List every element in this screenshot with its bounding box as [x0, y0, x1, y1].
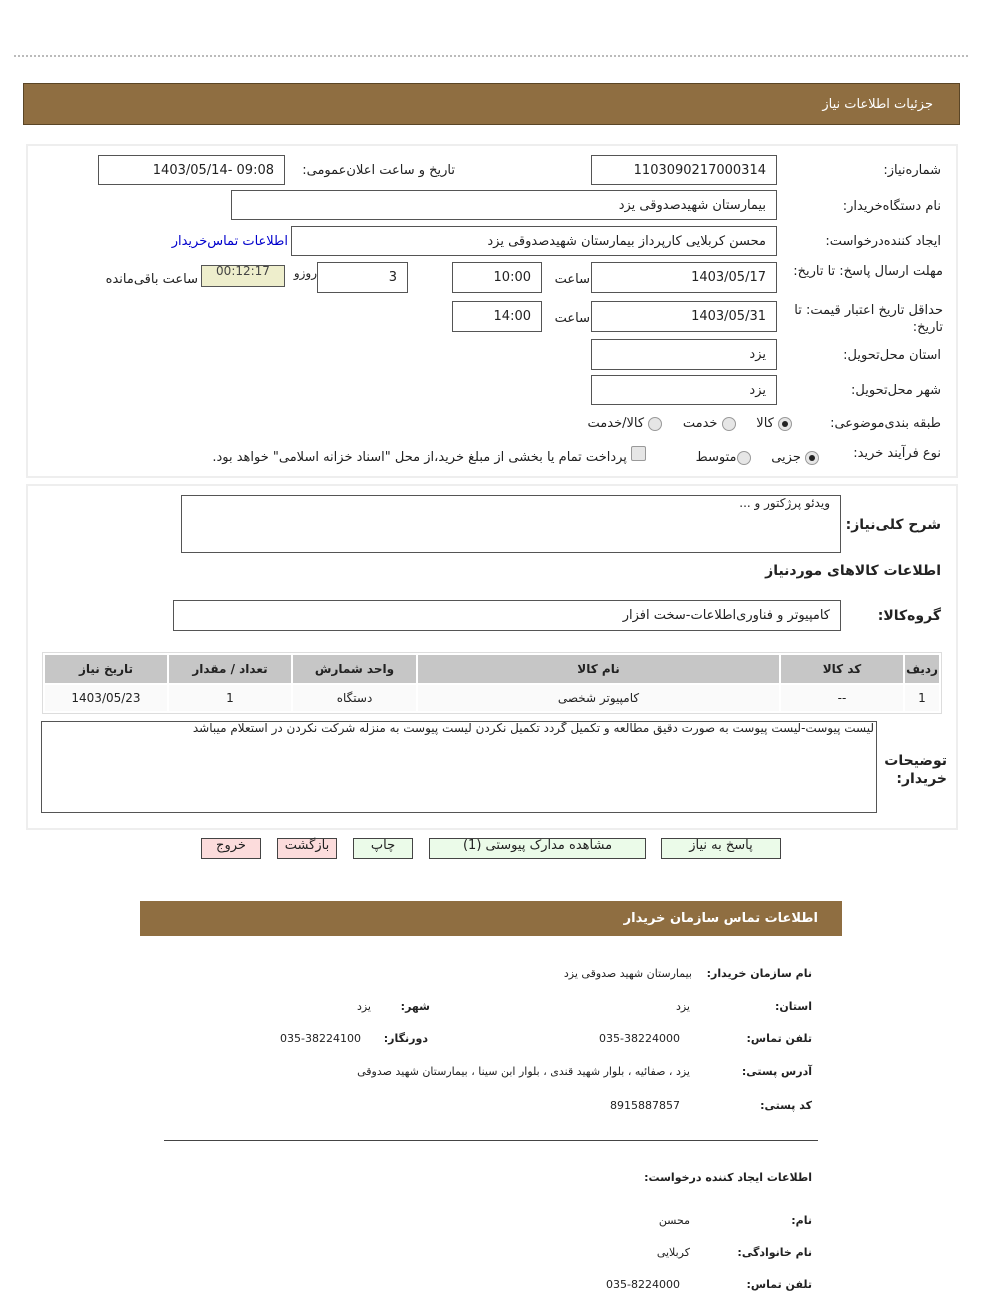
announce-label: تاریخ و ساعت اعلان‌عمومی: [302, 163, 455, 178]
radio-goods[interactable] [778, 417, 792, 431]
col-name: نام کالا [418, 655, 779, 683]
print-button[interactable]: چاپ [353, 838, 413, 859]
col-unit: واحد شمارش [293, 655, 416, 683]
creator-label: ایجاد کننده‌درخواست: [825, 234, 941, 249]
category-label: طبقه بندی‌موضوعی: [830, 416, 941, 431]
postal-label: کد پستی: [760, 1099, 812, 1112]
col-row: ردیف [905, 655, 939, 683]
goods-section-title: اطلاعات کالاهای مورد‌نیاز [765, 563, 941, 579]
deadline-time-label: ساعت [554, 272, 590, 287]
validity-date-field: 1403/05/31 [591, 301, 777, 332]
radio-service[interactable] [722, 417, 736, 431]
col-date: تاریخ نیاز [45, 655, 167, 683]
buyer-field: بیمارستان شهیدصدوقی یزد [231, 190, 777, 220]
buyer-label: نام دستگاه‌خریدار: [842, 199, 941, 214]
family-label: نام خانوادگی: [737, 1246, 812, 1259]
validity-time-label: ساعت [554, 311, 590, 326]
need-number-label: شماره‌نیاز: [883, 163, 941, 178]
deadline-time-field: 10:00 [452, 262, 542, 293]
fax-label: دورنگار: [383, 1032, 428, 1045]
creator-phone-label: تلفن تماس: [746, 1278, 812, 1291]
exit-button[interactable]: خروج [201, 838, 261, 859]
org-value: بیمارستان شهید صدوقی یزد [563, 967, 692, 980]
cell-code: -- [781, 685, 903, 711]
phone-value: 035-38224000 [599, 1032, 680, 1045]
province-contact-value: یزد [675, 1000, 690, 1013]
view-attachments-button[interactable]: مشاهده مدارک پیوستی (1) [429, 838, 646, 859]
remaining-label: ساعت باقی‌مانده [105, 272, 198, 287]
need-number-field: 1103090217000314 [591, 155, 777, 185]
contact-divider [164, 1140, 818, 1141]
deadline-date-field: 1403/05/17 [591, 262, 777, 293]
city-label: شهر محل‌تحویل: [851, 383, 941, 398]
address-value: یزد ، صفائیه ، بلوار شهید قندی ، بلوار ابن سینا ، بیمارستان شهید صدوقی [357, 1065, 690, 1078]
goods-table [42, 652, 942, 714]
validity-label: حداقل تاریخ اعتبار قیمت: تا تاریخ: [794, 303, 943, 335]
radio-minor-label: جزیی [771, 450, 801, 465]
treasury-note: پرداخت تمام یا بخشی از مبلغ خرید،از محل "اسناد خزانه اسلامی" خواهد بود. [212, 450, 627, 465]
province-field: یزد [591, 339, 777, 370]
radio-minor[interactable] [805, 451, 819, 465]
buyer-notes-field[interactable]: لیست پیوست-لیست پیوست به صورت دقیق مطالعه و تکمیل گردد تکمیل نکردن لیست پیوست به منزله شرکت نکردن در استعلام میباشد [41, 721, 877, 813]
phone-label: تلفن تماس: [746, 1032, 812, 1045]
goods-group-field: کامپیوتر و فناوری‌اطلاعات-سخت افزار [173, 600, 841, 631]
cell-date: 1403/05/23 [45, 685, 167, 711]
cell-unit: دستگاه [293, 685, 416, 711]
remaining-timer: 00:12:17 [201, 265, 285, 287]
cell-row: 1 [905, 685, 939, 711]
radio-goods-service[interactable] [648, 417, 662, 431]
divider [14, 55, 968, 57]
table-row [45, 685, 939, 711]
col-code: کد کالا [781, 655, 903, 683]
org-label: نام سازمان خریدار: [706, 967, 812, 980]
creator-section-title: اطلاعات ایجاد کننده درخواست: [644, 1171, 812, 1184]
radio-goods-service-label: کالا/خدمت [587, 416, 645, 431]
category-radio-group [588, 416, 792, 431]
creator-phone-value: 035-8224000 [606, 1278, 680, 1291]
validity-time-field: 14:00 [452, 301, 542, 332]
fax-value: 035-38224100 [280, 1032, 361, 1045]
postal-value: 8915887857 [610, 1099, 680, 1112]
reply-button[interactable]: پاسخ به نیاز [661, 838, 781, 859]
province-label: استان محل‌تحویل: [843, 348, 941, 363]
contact-title: اطلاعات تماس سازمان خریدار [623, 911, 818, 926]
buyer-contact-link[interactable]: اطلاعات تماس‌خریدار [171, 234, 288, 249]
table-header-row [45, 655, 939, 683]
page-header [23, 83, 960, 125]
deadline-label: مهلت ارسال پاسخ: تا تاریخ: [793, 264, 943, 279]
city-field: یزد [591, 375, 777, 405]
announce-field: 1403/05/14- 09:08 [98, 155, 285, 185]
back-button[interactable]: بازگشت [277, 838, 337, 859]
radio-medium-label: متوسط [695, 450, 737, 465]
process-radio-group [212, 446, 819, 465]
address-label: آدرس پستی: [741, 1065, 812, 1078]
radio-service-label: خدمت [682, 416, 718, 431]
cell-name: کامپیوتر شخصی [418, 685, 779, 711]
description-label: شرح کلی‌نیاز: [845, 517, 941, 533]
days-label: روزو [293, 266, 317, 280]
goods-group-label: گروه‌کالا: [877, 608, 941, 624]
process-label: نوع فرآیند خرید: [853, 446, 941, 461]
description-field: ویدئو پرژکتور و ... [181, 495, 841, 553]
province-contact-label: استان: [775, 1000, 812, 1013]
creator-field: محسن کربلایی کارپرداز بیمارستان شهیدصدوقی یزد [291, 226, 777, 256]
col-qty: تعداد / مقدار [169, 655, 291, 683]
contact-header [140, 901, 842, 936]
city-contact-value: یزد [356, 1000, 371, 1013]
radio-medium[interactable] [737, 451, 751, 465]
family-value: کربلایی [656, 1246, 690, 1259]
treasury-checkbox[interactable] [631, 446, 646, 461]
buyer-notes-label: توضیحات خریدار: [884, 753, 947, 787]
page-title: جزئیات اطلاعات نیاز [822, 97, 933, 112]
name-value: محسن [658, 1214, 690, 1227]
city-contact-label: شهر: [400, 1000, 430, 1013]
cell-qty: 1 [169, 685, 291, 711]
days-field: 3 [317, 262, 408, 293]
radio-goods-label: کالا [756, 416, 774, 431]
name-label: نام: [791, 1214, 812, 1227]
